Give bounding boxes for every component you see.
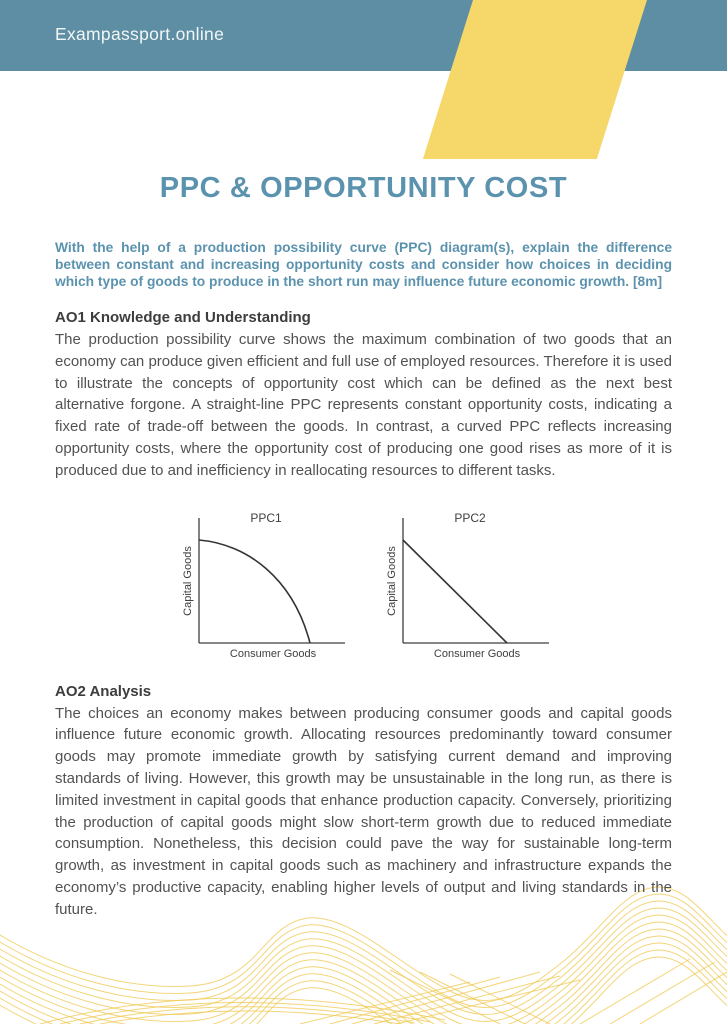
figure-title-ppc2: PPC2 (453, 510, 486, 525)
x-axis-label: Consumer Goods (433, 647, 520, 660)
figure-title-ppc1: PPC1 (249, 510, 282, 525)
ppc-curve-straight (403, 540, 507, 643)
site-name: Exampassport.online (55, 24, 225, 44)
ppc-curve-concave (199, 540, 310, 643)
page-title: PPC & OPPORTUNITY COST (159, 172, 568, 204)
x-axis-label: Consumer Goods (229, 647, 316, 660)
figure-ppc2 (371, 506, 561, 664)
section-body-ao1: The production possibility curve shows the maximum combination of two goods that an economy can produce given efficient and full use of employed resources. Therefore it is used to illustrate the concepts of opportunity cost which can be defined as the next best alternative forgone. A straight-line PPC represents constant opportunity costs, indicating a fixed rate of trade-off between the goods. In contrast, a curved PPC reflects increasing opportunity costs, where the opportunity cost of producing one good rises as more of it is produced due to and inefficiency in reallocating resources to different tasks. (55, 331, 672, 479)
y-axis-label: Capital Goods (181, 545, 194, 616)
section-heading-ao2: AO2 Analysis (55, 682, 152, 700)
question-text: With the help of a production possibility curve (PPC) diagram(s), explain the difference between constant and increasing opportunity costs and consider how choices in deciding which type of goods to produce in the short run may influence future economic growth. [8m] (55, 240, 672, 289)
section-heading-ao1: AO1 Knowledge and Understanding (55, 309, 311, 326)
section-body-ao2: The choices an economy makes between producing consumer goods and capital goods influence future economic growth. Allocating resources predominantly toward consumer goods may promote immediate growth by satisfying current demand and improving standards of living. However, this growth may be unsustainable in the long run, as there is limited investment in capital goods that enhance production capacity. Conversely, prioritizing the production of capital goods might slow short-term growth due to reduced immediate consumption. Nonetheless, this decision could pave the way for sustainable long-term growth, as investment in capital goods such as machinery and infrastructure expands the economy’s productive capacity, enabling higher levels of output and living standards in the future. (55, 704, 672, 918)
y-axis-label: Capital Goods (385, 545, 398, 616)
figures-row (55, 506, 672, 664)
figure-ppc1 (167, 506, 357, 664)
